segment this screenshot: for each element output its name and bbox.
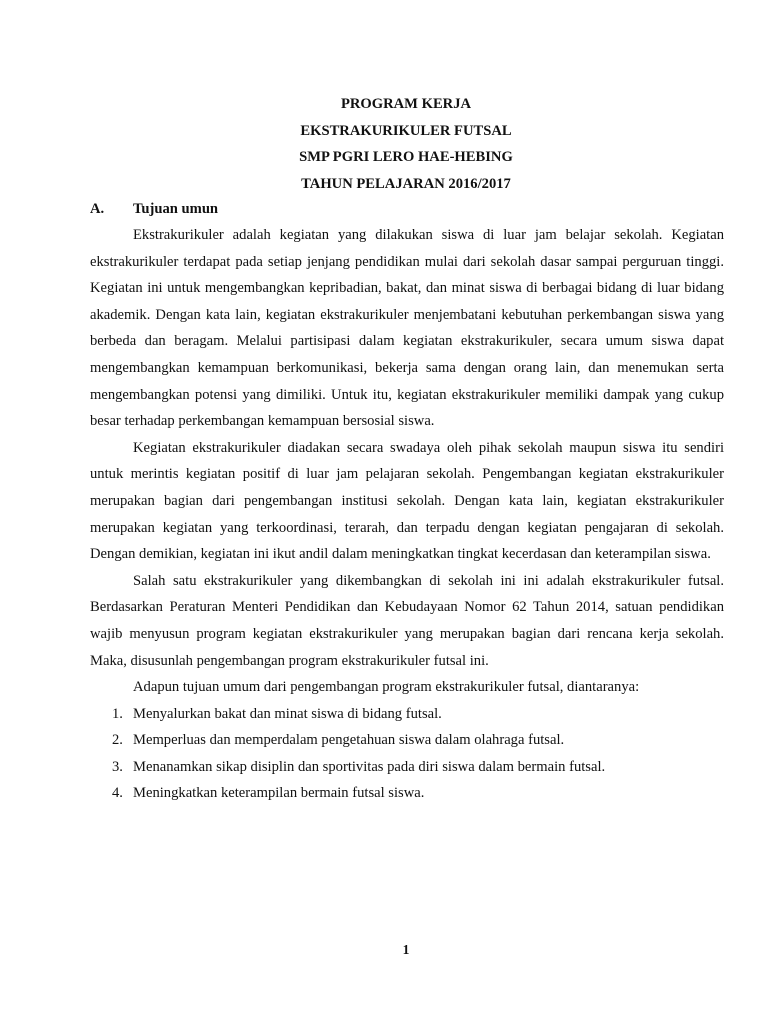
- list-number: 3.: [112, 758, 123, 775]
- list-item: [90, 754, 724, 781]
- section-heading-text: Tujuan umun: [133, 201, 219, 217]
- body-text: [90, 222, 724, 807]
- document-title: [0, 91, 768, 197]
- list-item-text: Menyalurkan bakat dan minat siswa di bidang futsal.: [133, 705, 442, 722]
- list-item-text: Menanamkan sikap disiplin dan sportivitas pada diri siswa dalam bermain futsal.: [133, 758, 606, 775]
- list-number: 1.: [112, 705, 123, 722]
- section-letter: A.: [90, 201, 105, 217]
- paragraph: Salah satu ekstrakurikuler yang dikembangkan di sekolah ini ini adalah ekstrakurikuler futsal. Berdasarkan Peraturan Menteri Pendidikan dan Kebudayaan Nomor 62 Tahun 2014, satuan pendidikan wajib menyusun program kegiatan ekstrakurikuler yang merupakan bagian dari rencana kerja sekolah. Maka, disusunlah pengembangan program ekstrakurikuler futsal ini.: [90, 572, 724, 669]
- title-line: SMP PGRI LERO HAE-HEBING: [299, 149, 513, 166]
- section-heading: [90, 199, 218, 219]
- title-line: EKSTRAKURIKULER FUTSAL: [300, 122, 512, 139]
- list-number: 2.: [112, 732, 123, 749]
- title-line: PROGRAM KERJA: [340, 96, 472, 112]
- paragraph: Adapun tujuan umum dari pengembangan program ekstrakurikuler futsal, diantaranya:: [133, 679, 640, 696]
- paragraph: Ekstrakurikuler adalah kegiatan yang dilakukan siswa di luar jam belajar sekolah. Kegiatan ekstrakurikuler terdapat pada setiap jenjang pendidikan mulai dari sekolah dasar sampai perguruan tinggi. Kegiatan ini untuk mengembangkan kepribadian, bakat, dan minat siswa di berbagai bidang di luar bidang akademik. Dengan kata lain, kegiatan ekstrakurikuler menjembatani kebutuhan perkembangan siswa yang berbeda dan beragam. Melalui partisipasi dalam kegiatan ekstrakurikuler, secara umum siswa dapat mengembangkan kemampuan berkomunikasi, bekerja sama dengan orang lain, dan menemukan serta mengembangkan potensi yang dimiliki. Untuk itu, kegiatan ekstrakurikuler memiliki dampak yang cukup besar terhadap perkembangan kemampuan bersosial siswa.: [90, 227, 724, 430]
- title-line: TAHUN PELAJARAN 2016/2017: [301, 175, 511, 192]
- list-item-text: Meningkatkan keterampilan bermain futsal siswa.: [133, 785, 425, 802]
- page-number: 1: [402, 942, 410, 957]
- objectives-list: [90, 701, 724, 807]
- paragraph: Kegiatan ekstrakurikuler diadakan secara swadaya oleh pihak sekolah maupun siswa itu sendiri untuk merintis kegiatan positif di luar jam pelajaran sekolah. Pengembangan kegiatan ekstrakurikuler merupakan bagian dari pengembangan institusi sekolah. Dengan kata lain, kegiatan ekstrakurikuler merupakan kegiatan yang terkoordinasi, terarah, dan terpadu dengan kegiatan pengajaran di sekolah. Dengan demikian, kegiatan ini ikut andil dalam meningkatkan tingkat kecerdasan dan keterampilan siswa.: [90, 439, 724, 563]
- list-item-text: Memperluas dan memperdalam pengetahuan siswa dalam olahraga futsal.: [133, 732, 565, 749]
- list-number: 4.: [112, 785, 123, 802]
- list-item: [90, 780, 724, 807]
- list-item: [90, 701, 724, 728]
- list-item: [90, 727, 724, 754]
